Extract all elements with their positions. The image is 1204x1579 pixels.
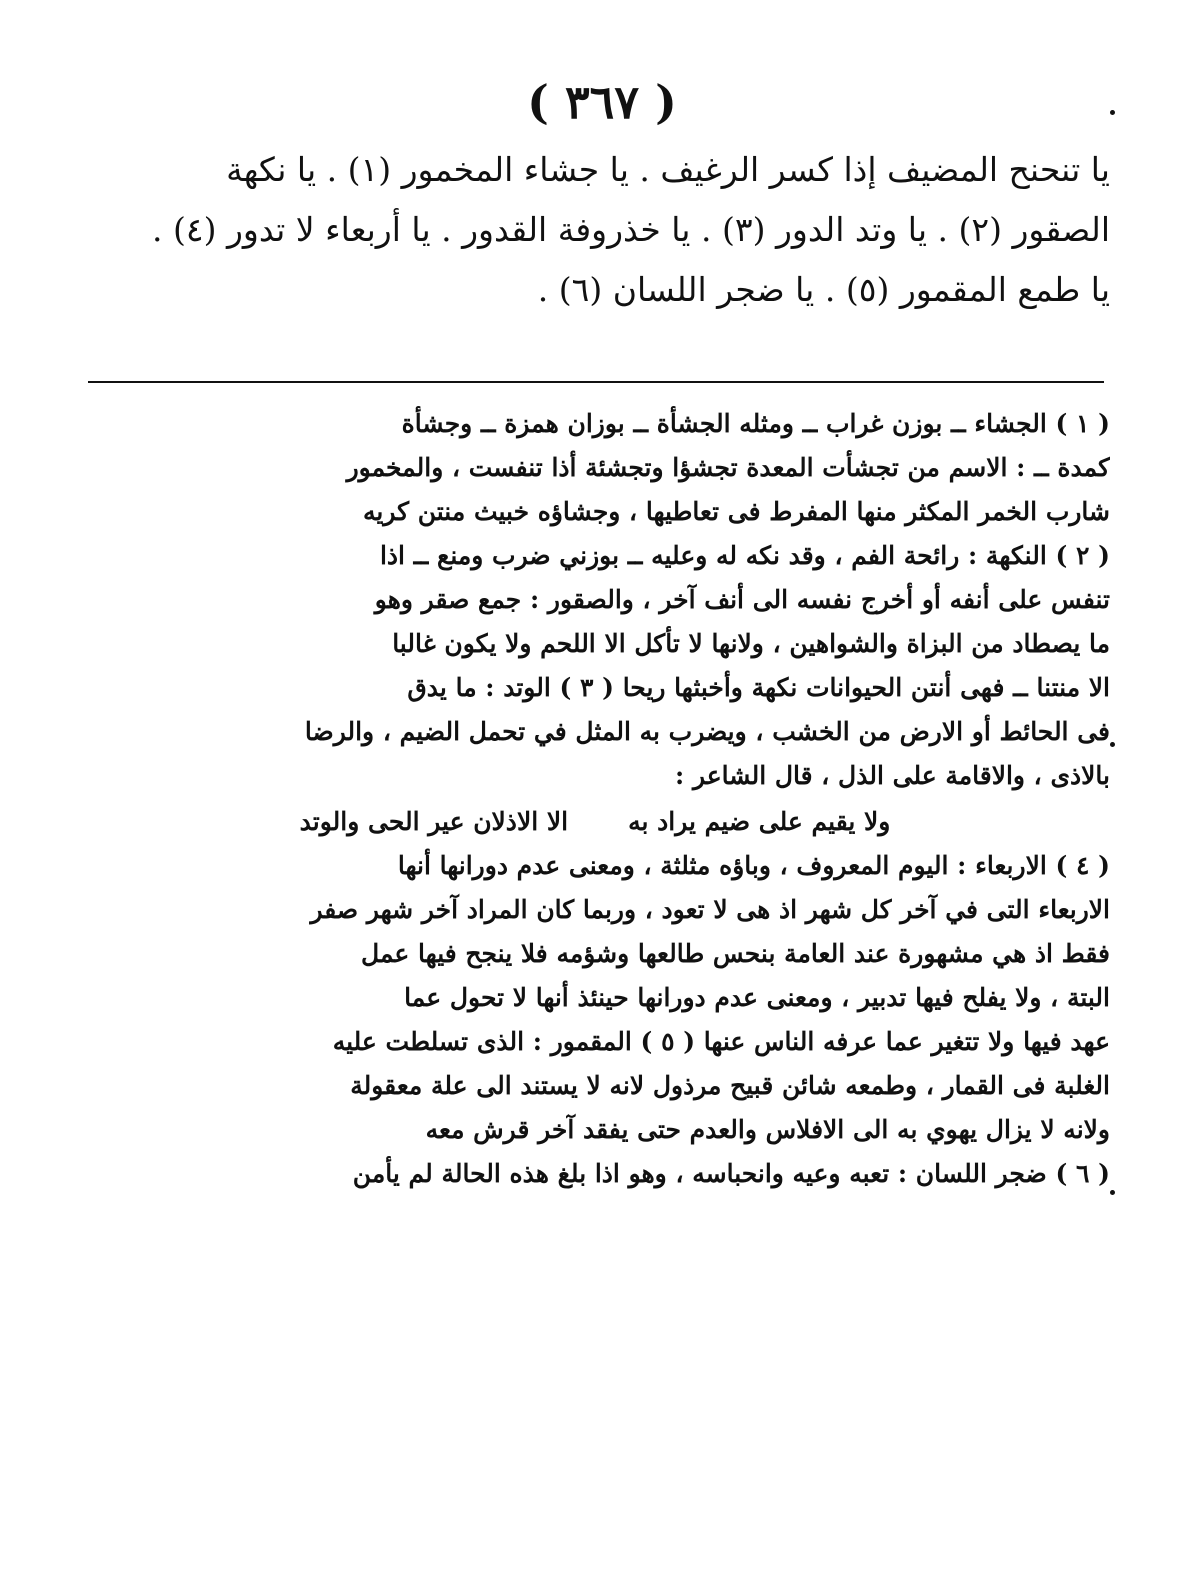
footnote-line: بالاذى ، والاقامة على الذل ، قال الشاعر : [675, 761, 1110, 790]
footnote-line: تنفس على أنفه أو أخرج نفسه الى أنف آخر ، والصقور : جمع صقر وهو [374, 585, 1110, 614]
footnote-line: الا منتنا ــ فهى أنتن الحيوانات نكهة وأخبثها ريحا ( ٣ ) الوتد : ما يدق [407, 673, 1110, 702]
verse-hemistich-first: ولا يقيم على ضيم يراد به [628, 807, 891, 836]
footnote-line: شارب الخمر المكثر منها المفرط فى تعاطيها ، وجشاؤه خبيث منتن كريه [362, 497, 1110, 526]
footnote-line: ( ٢ ) النكهة : رائحة الفم ، وقد نكه له وعليه ــ بوزني ضرب ومنع ــ اذا [379, 541, 1110, 570]
footnote-line: فقط اذ هي مشهورة عند العامة بنحس طالعها وشؤمه فلا ينجح فيها عمل [361, 939, 1110, 968]
footnote-line: فى الحائط أو الارض من الخشب ، ويضرب به المثل في تحمل الضيم ، والرضا [304, 717, 1110, 746]
poem-verse [80, 798, 1110, 844]
footnote-line: ( ١ ) الجشاء ــ بوزن غراب ــ ومثله الجشأة ــ بوزان همزة ــ وجشأة [401, 409, 1110, 438]
page-number: ( ٣٦٧ ) [527, 75, 677, 129]
main-text-line: يا تنحنح المضيف إذا كسر الرغيف . يا جشاء المخمور (١) . يا نكهة [226, 150, 1110, 189]
footnote-line: الاربعاء التى في آخر كل شهر اذ هى لا تعود ، وربما كان المراد آخر شهر صفر [310, 895, 1110, 924]
footnote-line: البتة ، ولا يفلح فيها تدبير ، ومعنى عدم دورانها حينئذ أنها لا تحول عما [404, 983, 1110, 1012]
main-text-line: الصقور (٢) . يا وتد الدور (٣) . يا خذروفة القدور . يا أربعاء لا تدور (٤) . [151, 210, 1110, 249]
footnote-line: ( ٦ ) ضجر اللسان : تعبه وعيه وانحباسه ، وهو اذا بلغ هذه الحالة لم يأمن [352, 1159, 1110, 1188]
main-text-line: يا طمع المقمور (٥) . يا ضجر اللسان (٦) . [537, 270, 1110, 309]
footnote-line: ما يصطاد من البزاة والشواهين ، ولانها لا تأكل الا اللحم ولا يكون غالبا [392, 629, 1110, 658]
footnote-line: الغلبة فى القمار ، وطمعه شائن قبيح مرذول لانه لا يستند الى علة معقولة [350, 1071, 1110, 1100]
verse-hemistich-second: الا الاذلان عير الحى والوتد [299, 807, 569, 836]
margin-speck [1110, 742, 1115, 747]
footnotes-block [80, 402, 1110, 1196]
main-text-block [80, 140, 1110, 320]
footnote-separator [88, 381, 1104, 383]
footnote-line: ( ٤ ) الاربعاء : اليوم المعروف ، وباؤه مثلثة ، ومعنى عدم دورانها أنها [397, 851, 1110, 880]
footnote-line: ولانه لا يزال يهوي به الى الافلاس والعدم حتى يفقد آخر قرش معه [425, 1115, 1110, 1144]
margin-speck [1110, 110, 1115, 115]
footnote-line: كمدة ــ : الاسم من تجشأت المعدة تجشؤا وتجشئة أذا تنفست ، والمخمور [346, 453, 1110, 482]
margin-speck [1110, 1190, 1115, 1195]
footnote-line: عهد فيها ولا تتغير عما عرفه الناس عنها ( ٥ ) المقمور : الذى تسلطت عليه [332, 1027, 1110, 1056]
